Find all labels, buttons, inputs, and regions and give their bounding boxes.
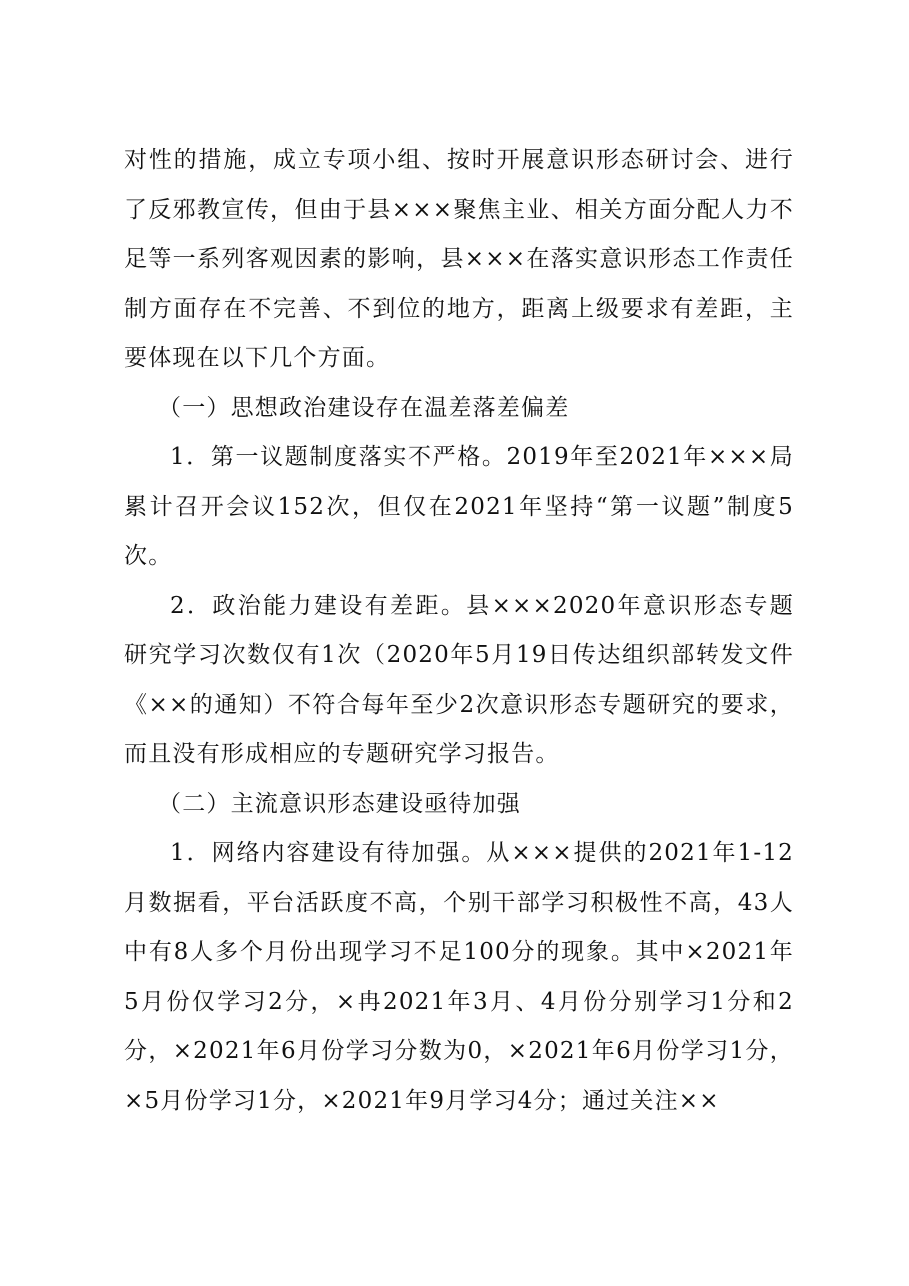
- section-heading-2: （二）主流意识形态建设亟待加强: [158, 790, 521, 817]
- paragraph-continuation: 对性的措施，成立专项小组、按时开展意识形态研讨会、进行了反邪教宣传，但由于县×××聚焦主业、相关方面分配人力不足等一系列客观因素的影响，县×××在落实意识形态工作责任制方面存在不完善、不到位的地方，距离上级要求有差距，主要体现在以下几个方面。: [124, 147, 794, 371]
- paragraph-item-2-1: 1．网络内容建设有待加强。从×××提供的2021年1-12月数据看，平台活跃度不高，个别干部学习积极性不高，43人中有8人多个月份出现学习不足100分的现象。其中×2021年5月份仅学习2分，×冉2021年3月、4月份分别学习1分和2分，×2021年6月份学习分数为0，×2021年6月份学习1分，×5月份学习1分，×2021年9月学习4分；通过关注××: [124, 840, 794, 1114]
- document-body: [124, 136, 794, 1126]
- paragraph-item-1-1: 1．第一议题制度落实不严格。2019年至2021年×××局累计召开会议152次，但仅在2021年坚持“第一议题”制度5次。: [124, 444, 794, 569]
- section-heading-1: （一）思想政治建设存在温差落差偏差: [158, 394, 570, 421]
- paragraph-item-1-2: 2．政治能力建设有差距。县×××2020年意识形态专题研究学习次数仅有1次（2020年5月19日传达组织部转发文件《××的通知）不符合每年至少2次意识形态专题研究的要求，而且没有形成相应的专题研究学习报告。: [124, 592, 794, 767]
